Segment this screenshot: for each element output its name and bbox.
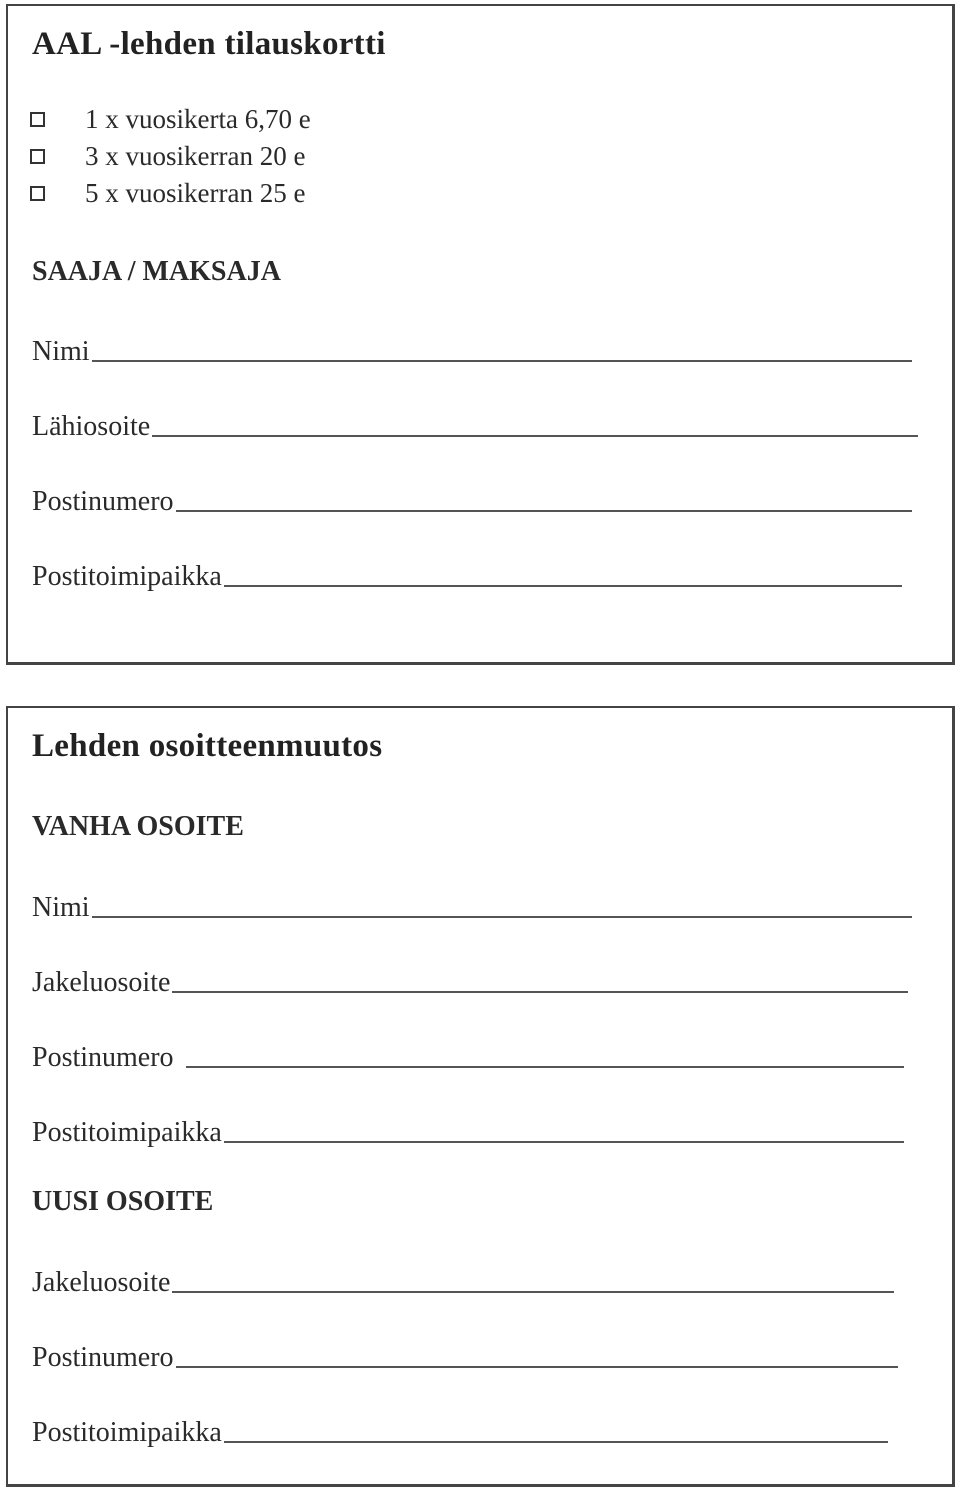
field-label: Postitoimipaikka — [32, 561, 222, 592]
field-label: Lähiosoite — [32, 411, 151, 442]
field-label: Nimi — [32, 336, 90, 367]
new-address-heading: UUSI OSOITE — [32, 1186, 214, 1217]
field-label: Jakeluosoite — [32, 967, 171, 998]
recipient-payer-heading: SAAJA / MAKSAJA — [32, 256, 281, 287]
field-label: Jakeluosoite — [32, 1267, 171, 1298]
old-delivery-address-line[interactable] — [172, 990, 908, 993]
name-line[interactable] — [92, 359, 912, 362]
option-label: 1 x vuosikerta 6,70 e — [85, 104, 311, 134]
name-field[interactable] — [32, 328, 912, 368]
address-change-title: Lehden osoitteenmuutos — [32, 728, 383, 764]
subscription-card-title: AAL -lehden tilauskortti — [32, 26, 386, 62]
checkbox-icon[interactable] — [30, 186, 45, 201]
option-3-years[interactable] — [30, 141, 305, 172]
subscription-card — [6, 4, 955, 665]
old-name-field[interactable] — [32, 884, 912, 924]
old-post-office-field[interactable] — [32, 1109, 904, 1149]
new-delivery-address-field[interactable] — [32, 1259, 894, 1299]
option-label: 5 x vuosikerran 25 e — [85, 178, 306, 208]
field-label: Postinumero — [32, 486, 174, 517]
old-postal-code-field[interactable] — [32, 1034, 904, 1074]
post-office-field[interactable] — [32, 553, 902, 593]
old-postal-code-line[interactable] — [186, 1065, 904, 1068]
field-label: Postinumero — [32, 1042, 174, 1073]
option-label: 3 x vuosikerran 20 e — [85, 141, 306, 171]
checkbox-icon[interactable] — [30, 112, 45, 127]
old-post-office-line[interactable] — [224, 1140, 904, 1143]
postal-code-line[interactable] — [176, 509, 912, 512]
old-name-line[interactable] — [92, 915, 912, 918]
address-change-card — [6, 706, 955, 1487]
new-post-office-field[interactable] — [32, 1409, 888, 1449]
new-delivery-address-line[interactable] — [172, 1290, 894, 1293]
option-5-years[interactable] — [30, 178, 305, 209]
field-label: Postitoimipaikka — [32, 1417, 222, 1448]
old-delivery-address-field[interactable] — [32, 959, 908, 999]
checkbox-icon[interactable] — [30, 149, 45, 164]
field-label: Postinumero — [32, 1342, 174, 1373]
old-address-heading: VANHA OSOITE — [32, 811, 244, 842]
new-postal-code-field[interactable] — [32, 1334, 898, 1374]
new-postal-code-line[interactable] — [176, 1365, 898, 1368]
field-label: Postitoimipaikka — [32, 1117, 222, 1148]
postal-code-field[interactable] — [32, 478, 912, 518]
street-address-line[interactable] — [152, 434, 918, 437]
street-address-field[interactable] — [32, 403, 918, 443]
new-post-office-line[interactable] — [224, 1440, 888, 1443]
post-office-line[interactable] — [224, 584, 902, 587]
field-label: Nimi — [32, 892, 90, 923]
option-1-year[interactable] — [30, 104, 311, 135]
